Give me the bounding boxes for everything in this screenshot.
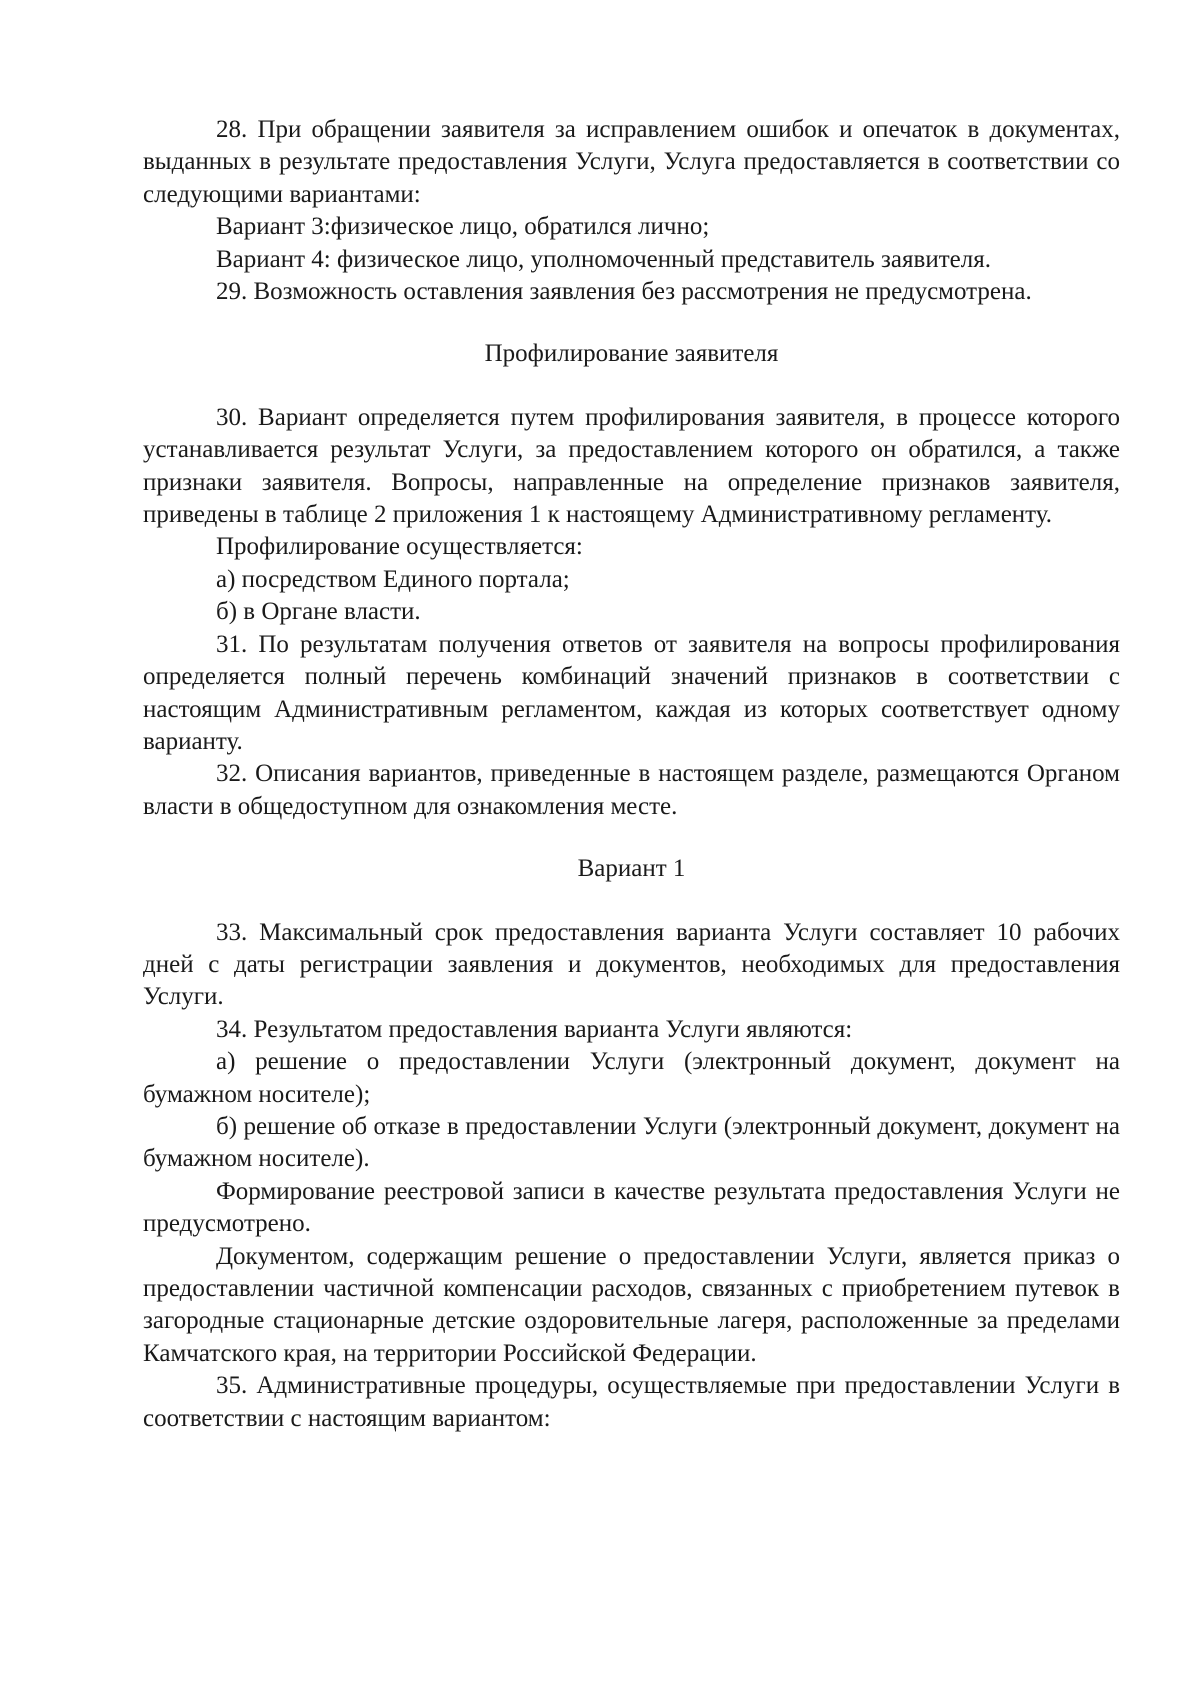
paragraph-35: 35. Административные процедуры, осуществляемые при предоставлении Услуги в соответствии с настоящим вариантом:: [143, 1372, 1120, 1432]
document-body: [143, 114, 1120, 1435]
paragraph-32: 32. Описания вариантов, приведенные в настоящем разделе, размещаются Органом власти в общедоступном для ознакомления месте.: [143, 760, 1120, 820]
paragraph-variant-4: Вариант 4: физическое лицо, уполномоченный представитель заявителя.: [216, 245, 991, 273]
list-item-result-a: а) решение о предоставлении Услуги (электронный документ, документ на бумажном носителе);: [143, 1048, 1120, 1108]
paragraph-decision-document: Документом, содержащим решение о предоставлении Услуги, является приказ о предоставлении частичной компенсации расходов, связанных с приобретением путевок в загородные стационарные детские оздоровительные лагеря, расположенные за пределами Камчатского края, на территории Российской Федерации.: [143, 1242, 1120, 1367]
paragraph-29: 29. Возможность оставления заявления без рассмотрения не предусмотрена.: [216, 278, 1032, 306]
paragraph-registry-record: Формирование реестровой записи в качестве результата предоставления Услуги не предусмотрено.: [143, 1177, 1120, 1238]
section-heading-profiling: Профилирование заявителя: [484, 340, 779, 368]
paragraph-variant-3: Вариант 3:физическое лицо, обратился лично;: [216, 213, 710, 241]
paragraph-30: 30. Вариант определяется путем профилирования заявителя, в процессе которого устанавливается результат Услуги, за предоставлением которого он обратился, а также признаки заявителя. Вопросы, направленные на определение признаков заявителя, приведены в таблице 2 приложения 1 к настоящему Административному регламенту.: [143, 403, 1120, 529]
paragraph-31: 31. По результатам получения ответов от заявителя на вопросы профилирования определяется полный перечень комбинаций значений признаков в соответствии с настоящим Административным регламентом, каждая из которых соответствует одному варианту.: [143, 630, 1120, 755]
list-item-b: б) в Органе власти.: [216, 598, 421, 626]
section-heading-variant-1: Вариант 1: [577, 855, 686, 883]
list-item-result-b: б) решение об отказе в предоставлении Услуги (электронный документ, документ на бумажном носителе).: [143, 1112, 1120, 1173]
paragraph-34: 34. Результатом предоставления варианта Услуги являются:: [216, 1015, 853, 1043]
paragraph-33: 33. Максимальный срок предоставления варианта Услуги составляет 10 рабочих дней с даты регистрации заявления и документов, необходимых для предоставления Услуги.: [143, 918, 1120, 1011]
paragraph-28: 28. При обращении заявителя за исправлением ошибок и опечаток в документах, выданных в результате предоставления Услуги, Услуга предоставляется в соответствии со следующими вариантами:: [143, 116, 1120, 208]
paragraph-profiling-methods: Профилирование осуществляется:: [216, 533, 583, 561]
list-item-a: а) посредством Единого портала;: [216, 565, 570, 593]
